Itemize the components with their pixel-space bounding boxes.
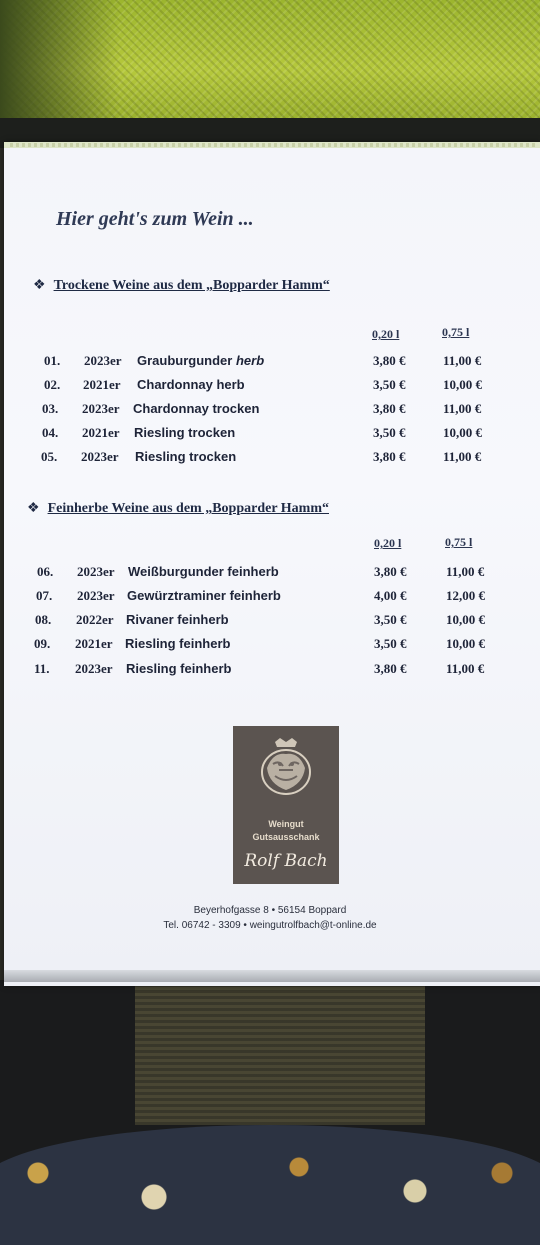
wine-style: herb [235,353,265,368]
column-header-large: 0,75 l [445,535,473,549]
sleeve-perforation [10,143,536,147]
wine-number: 11. [34,661,50,676]
section-title-trocken [33,277,330,294]
wine-vintage: 2023er [81,449,119,464]
wine-number: 09. [34,636,51,651]
price-large: 11,00 € [443,401,482,416]
sheet-edge [4,970,540,982]
wine-row [0,661,540,681]
wine-row [0,588,540,608]
wine-name: Riesling feinherb [126,661,232,676]
section-title-text: Trockene Weine aus dem „Bopparder Hamm“ [53,278,330,293]
wine-number: 08. [35,612,52,627]
price-large: 10,00 € [446,636,485,651]
price-small: 3,80 € [373,449,406,464]
price-large: 10,00 € [443,377,482,392]
wine-vintage: 2023er [75,661,113,676]
wine-row [0,564,540,584]
price-small: 4,00 € [374,588,407,603]
wine-name: Gewürztraminer feinherb [127,588,281,603]
section-title-text: Feinherbe Weine aus dem „Bopparder Hamm“ [47,501,329,516]
wine-vintage: 2022er [76,612,114,627]
wine-number: 01. [44,353,61,368]
price-small: 3,80 € [373,353,406,368]
column-header-small: 0,20 l [372,327,400,341]
logo-line-gutsausschank: Gutsausschank [252,832,320,842]
wine-name: Riesling feinherb [125,636,231,651]
wine-name: Riesling trocken [135,449,237,464]
wine-name: Grauburgunder herb [137,353,265,368]
section-title-feinherb [27,500,329,517]
patterned-fabric [0,1125,540,1245]
wine-name: Riesling trocken [134,425,236,440]
wine-number: 07. [36,588,53,603]
price-small: 3,80 € [373,401,406,416]
contact-line: Tel. 06742 - 3309 • weingutrolfbach@t-online.de [163,920,377,931]
logo-signature: Rolf Bach [244,851,328,871]
wine-vintage: 2023er [77,564,115,579]
diamond-bullet-icon: ❖ [33,278,46,293]
wine-vintage: 2023er [77,588,115,603]
wine-row [0,377,540,397]
price-large: 11,00 € [443,449,482,464]
wine-name: Chardonnay herb [137,377,245,392]
wine-vintage: 2023er [84,353,122,368]
price-small: 3,50 € [373,425,406,440]
wine-row [0,636,540,656]
menu-heading: Hier geht's zum Wein ... [56,208,254,230]
wine-row [0,449,540,469]
winery-logo [233,726,339,884]
wine-vintage: 2021er [75,636,113,651]
wine-number: 05. [41,449,58,464]
price-small: 3,50 € [374,612,407,627]
price-small: 3,80 € [374,661,407,676]
price-small: 3,50 € [374,636,407,651]
price-large: 12,00 € [446,588,485,603]
wine-name: Chardonnay trocken [133,401,260,416]
logo-line-weingut: Weingut [268,819,304,829]
wine-row [0,612,540,632]
price-large: 11,00 € [446,661,485,676]
wine-vintage: 2021er [82,425,120,440]
price-large: 10,00 € [443,425,482,440]
diamond-bullet-icon: ❖ [27,501,40,516]
wine-row [0,401,540,421]
price-large: 11,00 € [446,564,485,579]
price-large: 11,00 € [443,353,482,368]
wine-name: Weißburgunder feinherb [128,564,279,579]
price-large: 10,00 € [446,612,485,627]
wine-number: 02. [44,377,61,392]
table-surface [135,985,425,1125]
column-header-small: 0,20 l [374,536,402,550]
wine-number: 06. [37,564,54,579]
wine-vintage: 2021er [83,377,121,392]
wine-name: Rivaner feinherb [126,612,229,627]
wine-row [0,353,540,373]
lion-crest-icon [253,734,319,800]
price-small: 3,80 € [374,564,407,579]
column-header-large: 0,75 l [442,325,470,339]
wine-number: 04. [42,425,59,440]
wine-number: 03. [42,401,59,416]
address-line: Beyerhofgasse 8 • 56154 Boppard [193,905,347,916]
price-small: 3,50 € [373,377,406,392]
wine-row [0,425,540,445]
wine-vintage: 2023er [82,401,120,416]
